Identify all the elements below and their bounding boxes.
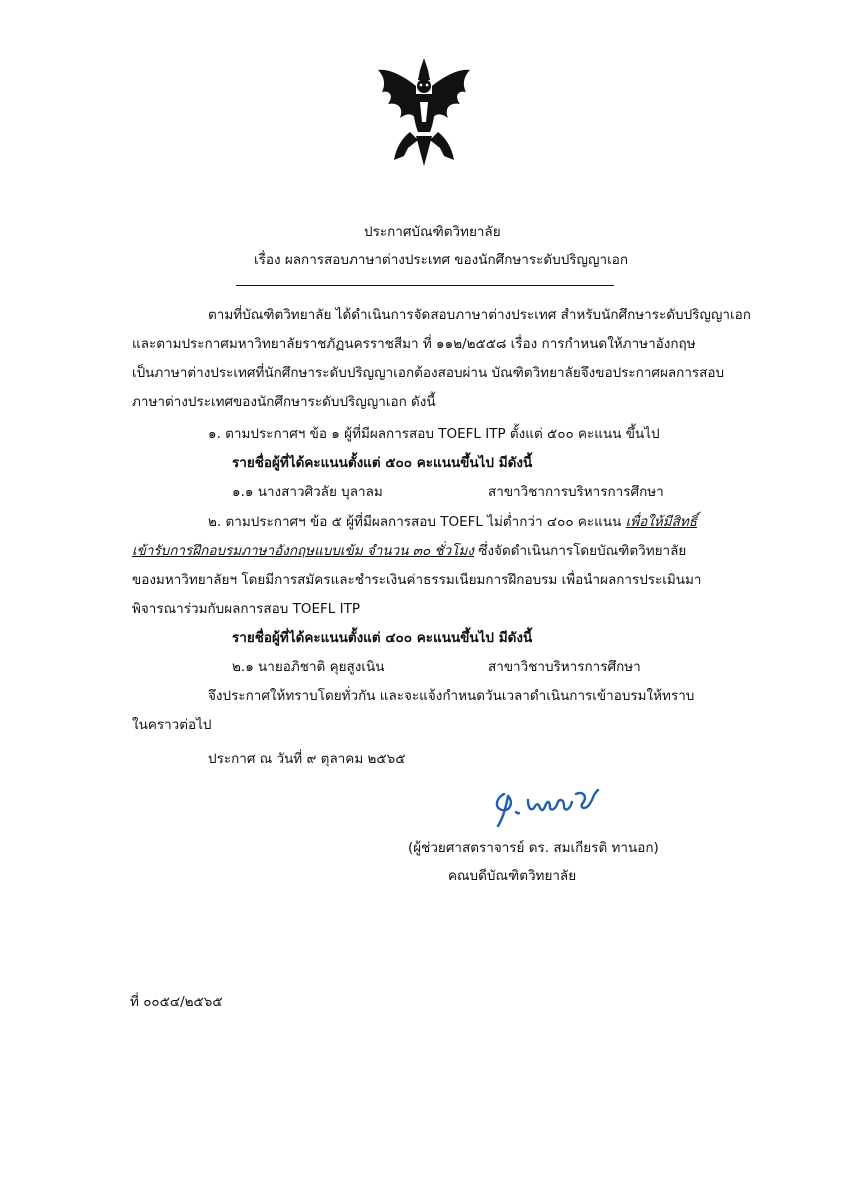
section-2-clause-emphasis: เพื่อให้มีสิทธิ์ <box>625 514 697 530</box>
announcement-title: ประกาศบัณฑิตวิทยาลัย <box>364 224 501 240</box>
header-divider <box>236 285 614 286</box>
section-2-line-3: ของมหาวิทยาลัยฯ โดยมีการสมัครและชำระเงินค่าธรรมเนียมการฝึกอบรม เพื่อนำผลการประเมินมา <box>132 572 702 588</box>
intro-line-4: ภาษาต่างประเทศของนักศึกษาระดับปริญญาเอก ดังนี้ <box>132 394 436 410</box>
section-2-line-2 <box>132 541 686 561</box>
closing-line-1: จึงประกาศให้ทราบโดยทั่วกัน และจะแจ้งกำหนดวันเวลาดำเนินการเข้าอบรมให้ทราบ <box>208 688 695 704</box>
section-2-entry-program: สาขาวิชาบริหารการศึกษา <box>488 659 641 675</box>
section-1-list-heading: รายชื่อผู้ที่ได้คะแนนตั้งแต่ ๕๐๐ คะแนนขึ้นไป มีดังนี้ <box>232 455 533 471</box>
section-1-entry-name: ๑.๑ นางสาวศิวลัย บุลาลม <box>232 484 383 500</box>
handwritten-signature <box>484 782 604 830</box>
section-2-training-emphasis: เข้ารับการฝึกอบรมภาษาอังกฤษแบบเข้ม จำนวน ๓๐ ชั่วโมง <box>132 543 475 559</box>
signatory-name: (ผู้ช่วยศาสตราจารย์ ดร. สมเกียรติ ทานอก) <box>408 840 659 856</box>
closing-line-2: ในคราวต่อไป <box>132 717 212 733</box>
signatory-position: คณบดีบัณฑิตวิทยาลัย <box>448 868 577 884</box>
section-1-entry-program: สาขาวิชาการบริหารการศึกษา <box>488 484 664 500</box>
intro-line-3: เป็นภาษาต่างประเทศที่นักศึกษาระดับปริญญาเอกต้องสอบผ่าน บัณฑิตวิทยาลัยจึงขอประกาศผลการสอบ <box>132 365 725 381</box>
announcement-date: ประกาศ ณ วันที่ ๙ ตุลาคม ๒๕๖๕ <box>208 751 406 767</box>
intro-line-2: และตามประกาศมหาวิทยาลัยราชภัฏนครราชสีมา ที่ ๑๑๒/๒๕๕๘ เรื่อง การกำหนดให้ภาษาอังกฤษ <box>132 336 696 352</box>
section-2-list-heading: รายชื่อผู้ที่ได้คะแนนตั้งแต่ ๔๐๐ คะแนนขึ้นไป มีดังนี้ <box>232 630 533 646</box>
intro-line-1: ตามที่บัณฑิตวิทยาลัย ได้ดำเนินการจัดสอบภาษาต่างประเทศ สำหรับนักศึกษาระดับปริญญาเอก <box>208 307 751 323</box>
section-2-clause <box>208 512 697 532</box>
section-1-clause: ๑. ตามประกาศฯ ข้อ ๑ ผู้ที่มีผลการสอบ TOEFL ITP ตั้งแต่ ๕๐๐ คะแนน ขึ้นไป <box>208 426 660 442</box>
garuda-emblem <box>374 56 474 168</box>
section-2-line-4: พิจารณาร่วมกับผลการสอบ TOEFL ITP <box>132 601 360 617</box>
section-2-entry-name: ๒.๑ นายอภิชาติ คุยสูงเนิน <box>232 659 385 675</box>
section-2-clause-text: ๒. ตามประกาศฯ ข้อ ๕ ผู้ที่มีผลการสอบ TOEFL ไม่ต่ำกว่า ๔๐๐ คะแนน <box>208 514 626 530</box>
document-number: ที่ ๐๐๕๔/๒๕๖๕ <box>130 994 223 1010</box>
section-2-line-2-rest: ซึ่งจัดดำเนินการโดยบัณฑิตวิทยาลัย <box>474 543 687 559</box>
announcement-subject: เรื่อง ผลการสอบภาษาต่างประเทศ ของนักศึกษาระดับปริญญาเอก <box>254 252 628 268</box>
